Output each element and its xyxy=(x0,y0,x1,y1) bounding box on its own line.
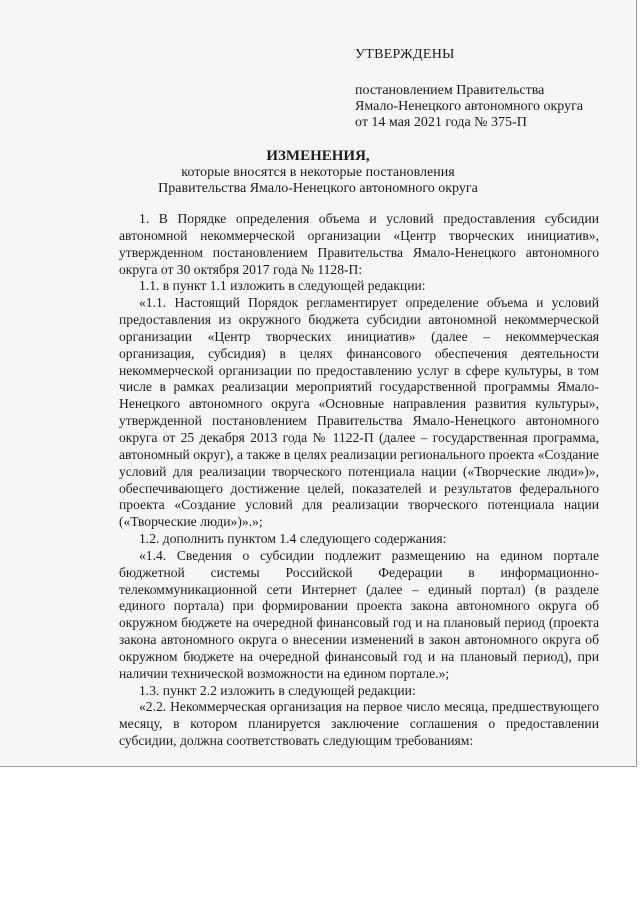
document-title: ИЗМЕНЕНИЯ, xyxy=(266,148,370,164)
paragraph: 1.1. в пункт 1.1 изложить в следующей редакции: xyxy=(139,278,426,294)
paragraph: 1.3. пункт 2.2 изложить в следующей редакции: xyxy=(139,682,416,698)
approval-line: от 14 мая 2021 года № 375-П xyxy=(355,115,527,130)
paragraph: «2.2. Некоммерческая организация на первое число месяца, предшествующего месяцу, в котором планируется заключение соглашения о предоставлении субсидии, должна соответствовать следующим требованиям: xyxy=(119,699,599,749)
document-subtitle: которые вносятся в некоторые постановления xyxy=(181,165,455,180)
paragraph: 1. В Порядке определения объема и условий предоставления субсидии автономной некоммерческой организации «Центр творческих инициатив», утвержденном постановлением Правительства Ямало-Ненецкого автономного округа от 30 октября 2017 года № 1128-П: xyxy=(119,211,599,277)
approval-stamp-title: УТВЕРЖДЕНЫ xyxy=(355,47,455,62)
approval-block xyxy=(355,47,583,131)
approval-line: постановлением Правительства xyxy=(355,83,545,98)
document-heading xyxy=(0,148,636,197)
paragraph: «1.4. Сведения о субсидии подлежит размещению на едином портале бюджетной системы Российской Федерации в информационно-телекоммуникационной сети Интернет (далее – единый портал) (в разделе единого портала) при формировании проекта закона автономного округа об окружном бюджете на очередной финансовый год и на плановый период (проекта закона автономного округа о внесении изменений в закон автономного округа об окружном бюджете на очередной финансовый год и на плановый период), при наличии технической возможности на едином портале.»; xyxy=(119,547,599,681)
paragraph: «1.1. Настоящий Порядок регламентирует определение объема и условий предоставления из окружного бюджета субсидии автономной некоммерческой организации «Центр творческих инициатив» (далее – некоммерческая организация, субсидия) в целях финансового обеспечения деятельности некоммерческой организации по предоставлению услуг в сфере культуры, в том числе в рамках реализации мероприятий государственной программы Ямало-Ненецкого автономного округа «Основные направления развития культуры», утвержденной постановлением Правительства Ямало-Ненецкого автономного округа от 25 декабря 2013 года № 1122-П (далее – государственная программа, автономный округ), а также в целях реализации регионального проекта «Создание условий для реализации творческого потенциала нации («Творческие люди»)», обеспечивающего достижение целей, показателей и результатов федерального проекта «Создание условий для реализации творческого потенциала нации («Творческие люди»)».»; xyxy=(119,295,599,530)
document-subtitle: Правительства Ямало-Ненецкого автономного округа xyxy=(158,181,478,196)
paragraph: 1.2. дополнить пунктом 1.4 следующего содержания: xyxy=(139,531,447,547)
approval-line: Ямало-Ненецкого автономного округа xyxy=(355,99,584,114)
document-body xyxy=(119,211,599,750)
